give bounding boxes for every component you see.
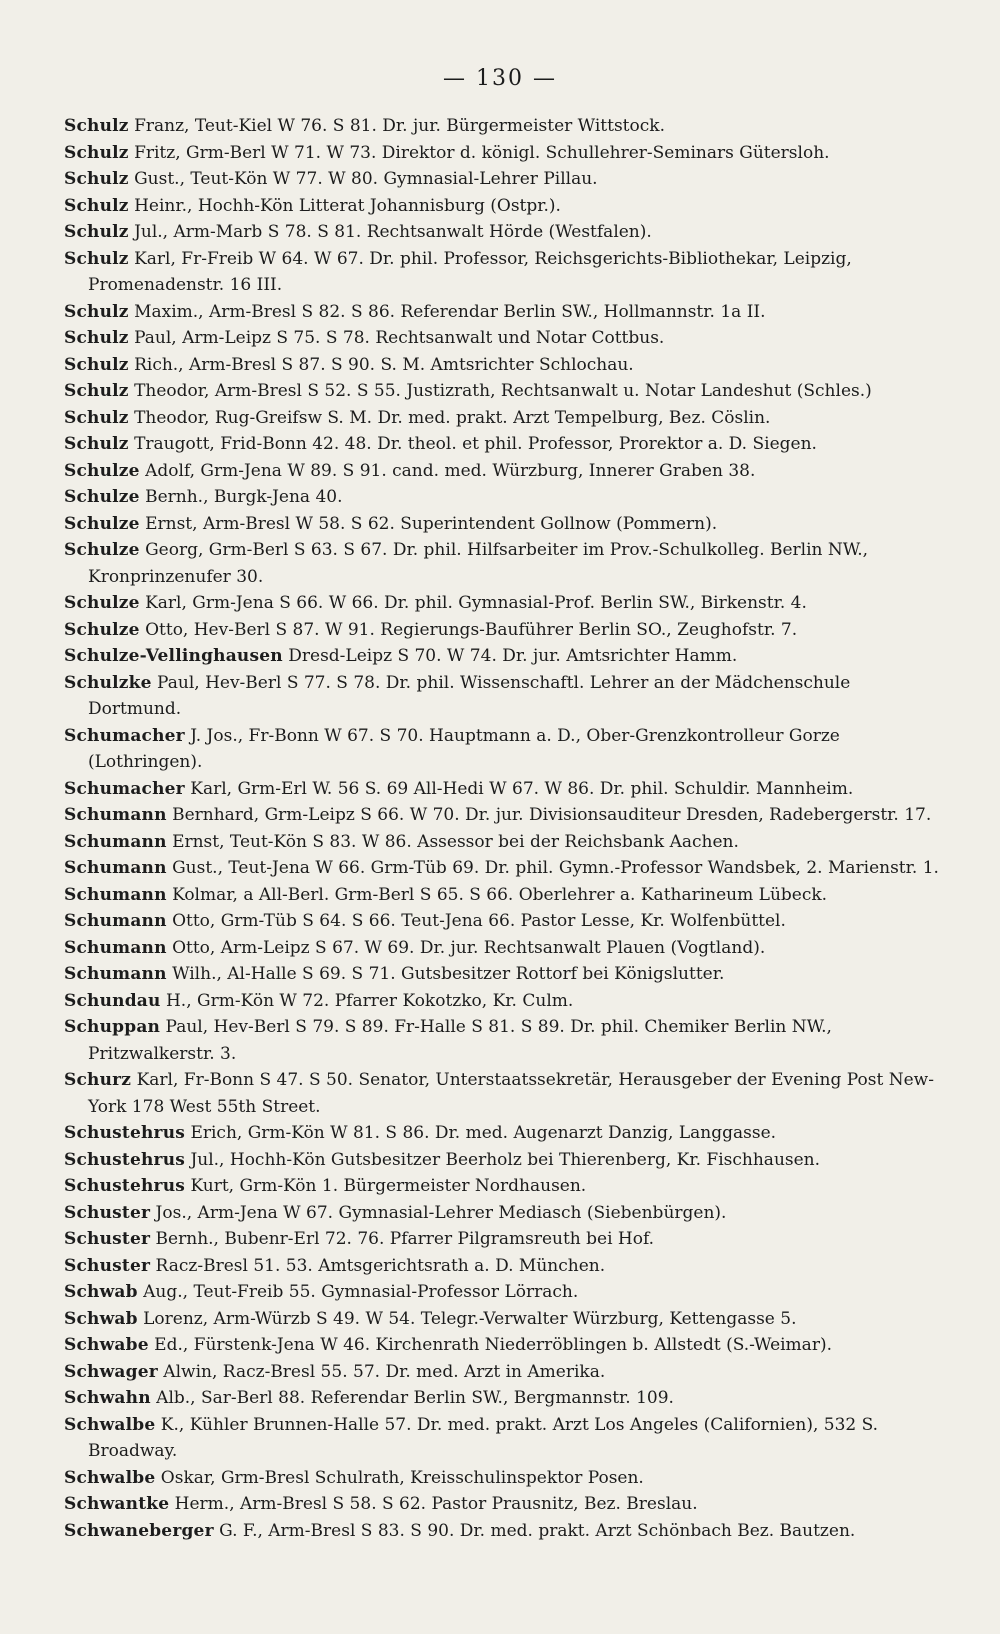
entry-surname: Schustehrus: [64, 1123, 186, 1143]
entry-details: Bernhard, Grm-Leipz S 66. W 70. Dr. jur. Divisionsauditeur Dresden, Radebergerstr. 17.: [166, 805, 932, 825]
entry-surname: Schulz: [64, 434, 129, 454]
entry-surname: Schulz: [64, 354, 129, 375]
entry-surname: Schwabe: [64, 1335, 149, 1355]
entry-details: Ernst, Arm-Bresl W 58. S 62. Superintendent Gollnow (Pommern).: [139, 513, 718, 534]
entry-details: H., Grm-Kön W 72. Pfarrer Kokotzko, Kr. Culm.: [160, 990, 574, 1011]
list-item: [64, 1226, 944, 1253]
list-item: [64, 776, 944, 803]
list-item: [64, 166, 944, 193]
entry-surname: Schwaneberger: [64, 1520, 214, 1541]
list-item: [64, 1491, 944, 1518]
list-item: [64, 378, 944, 405]
entry-surname: Schulze: [64, 513, 140, 534]
entry-surname: Schuster: [64, 1229, 151, 1249]
entry-surname: Schulze: [64, 540, 140, 560]
list-item: [64, 1253, 944, 1280]
entry-details: Herm., Arm-Bresl S 58. S 62. Pastor Prausnitz, Bez. Breslau.: [169, 1494, 698, 1514]
entry-details: Kurt, Grm-Kön 1. Bürgermeister Nordhausen.: [185, 1176, 587, 1196]
list-item: [64, 537, 944, 590]
entry-surname: Schumann: [64, 884, 167, 905]
entry-details: Heinr., Hochh-Kön Litterat Johannisburg (Ostpr.).: [128, 195, 561, 216]
entry-surname: Schwab: [64, 1308, 138, 1329]
entry-surname: Schumann: [64, 858, 167, 878]
entry-details: Kolmar, a All-Berl. Grm-Berl S 65. S 66. Oberlehrer a. Katharineum Lübeck.: [166, 884, 828, 905]
entry-surname: Schumann: [64, 911, 167, 931]
list-item: [64, 723, 944, 776]
list-item: [64, 855, 944, 882]
entry-details: Lorenz, Arm-Würzb S 49. W 54. Telegr.-Verwalter Würzburg, Kettengasse 5.: [137, 1308, 797, 1329]
list-item: [64, 352, 944, 379]
list-item: [64, 802, 944, 829]
entry-surname: Schumacher: [64, 725, 185, 746]
entry-details: Maxim., Arm-Bresl S 82. S 86. Referendar Berlin SW., Hollmannstr. 1a II.: [128, 301, 766, 322]
list-item: [64, 405, 944, 432]
entry-details: Dresd-Leipz S 70. W 74. Dr. jur. Amtsrichter Hamm.: [282, 646, 738, 666]
list-item: [64, 829, 944, 856]
list-item: [64, 1147, 944, 1174]
entry-surname: Schulz: [64, 301, 129, 322]
entry-surname: Schustehrus: [64, 1149, 186, 1170]
entry-details: Theodor, Arm-Bresl S 52. S 55. Justizrath, Rechtsanwalt u. Notar Landeshut (Schles.): [128, 381, 872, 401]
entry-details: Gust., Teut-Kön W 77. W 80. Gymnasial-Lehrer Pillau.: [128, 169, 598, 189]
entry-surname: Schustehrus: [64, 1176, 186, 1196]
list-item: [64, 431, 944, 458]
entry-details: Wilh., Al-Halle S 69. S 71. Gutsbesitzer Rottorf bei Königslutter.: [166, 964, 725, 984]
entry-surname: Schulz: [64, 195, 129, 216]
entry-surname: Schulze: [64, 487, 140, 507]
list-item: [64, 1465, 944, 1492]
entry-details: Karl, Fr-Freib W 64. W 67. Dr. phil. Professor, Reichsgerichts-Bibliothekar, Leipzig, Promenadenstr. 16 III.: [88, 248, 852, 295]
entry-details: Erich, Grm-Kön W 81. S 86. Dr. med. Augenarzt Danzig, Langgasse.: [185, 1123, 777, 1143]
entry-details: Adolf, Grm-Jena W 89. S 91. cand. med. Würzburg, Innerer Graben 38.: [139, 460, 756, 481]
entry-surname: Schumann: [64, 831, 167, 852]
list-item: [64, 1173, 944, 1200]
entry-details: Otto, Arm-Leipz S 67. W 69. Dr. jur. Rechtsanwalt Plauen (Vogtland).: [166, 937, 766, 958]
entry-details: Traugott, Frid-Bonn 42. 48. Dr. theol. et phil. Professor, Prorektor a. D. Siegen.: [128, 434, 817, 454]
list-item: [64, 193, 944, 220]
list-item: [64, 590, 944, 617]
entry-details: Georg, Grm-Berl S 63. S 67. Dr. phil. Hilfsarbeiter im Prov.-Schulkolleg. Berlin NW., Kronprinzenufer 30.: [88, 540, 869, 587]
entry-details: Jul., Arm-Marb S 78. S 81. Rechtsanwalt Hörde (Westfalen).: [128, 222, 652, 242]
entry-details: Alwin, Racz-Bresl 55. 57. Dr. med. Arzt in Amerika.: [157, 1361, 606, 1382]
entry-surname: Schulze: [64, 593, 140, 613]
entry-surname: Schumann: [64, 805, 167, 825]
list-item: [64, 1014, 944, 1067]
entry-surname: Schulz: [64, 116, 129, 136]
entry-surname: Schuppan: [64, 1017, 161, 1037]
list-item: [64, 113, 944, 140]
entry-surname: Schulz: [64, 222, 129, 242]
entry-details: Karl, Grm-Jena S 66. W 66. Dr. phil. Gymnasial-Prof. Berlin SW., Birkenstr. 4.: [139, 593, 807, 613]
entry-details: Jos., Arm-Jena W 67. Gymnasial-Lehrer Mediasch (Siebenbürgen).: [150, 1202, 727, 1223]
list-item: [64, 1067, 944, 1120]
list-item: [64, 219, 944, 246]
entry-surname: Schulze: [64, 619, 140, 640]
entry-surname: Schwager: [64, 1361, 158, 1382]
list-item: [64, 1359, 944, 1386]
list-item: [64, 1306, 944, 1333]
entry-surname: Schulz: [64, 248, 129, 269]
entry-details: Otto, Hev-Berl S 87. W 91. Regierungs-Bauführer Berlin SO., Zeughofstr. 7.: [139, 619, 798, 640]
list-item: [64, 1385, 944, 1412]
entry-details: J. Jos., Fr-Bonn W 67. S 70. Hauptmann a. D., Ober-Grenzkontrolleur Gorze (Lothringen).: [88, 725, 840, 772]
entry-surname: Schurz: [64, 1070, 132, 1090]
entry-surname: Schulze: [64, 460, 140, 481]
entry-details: Gust., Teut-Jena W 66. Grm-Tüb 69. Dr. phil. Gymn.-Professor Wandsbek, 2. Marienstr. 1.: [166, 858, 939, 878]
list-item: [64, 246, 944, 299]
entry-details: Otto, Grm-Tüb S 64. S 66. Teut-Jena 66. Pastor Lesse, Kr. Wolfenbüttel.: [166, 911, 786, 931]
entry-surname: Schuster: [64, 1255, 151, 1276]
entry-surname: Schwalbe: [64, 1467, 156, 1488]
entry-surname: Schumacher: [64, 778, 185, 799]
entry-details: K., Kühler Brunnen-Halle 57. Dr. med. prakt. Arzt Los Angeles (Californien), 532 S. Broadway.: [88, 1414, 879, 1461]
entry-details: Rich., Arm-Bresl S 87. S 90. S. M. Amtsrichter Schlochau.: [128, 354, 634, 375]
list-item: [64, 1120, 944, 1147]
entry-details: Franz, Teut-Kiel W 76. S 81. Dr. jur. Bürgermeister Wittstock.: [128, 116, 665, 136]
list-item: [64, 908, 944, 935]
entry-details: Ed., Fürstenk-Jena W 46. Kirchenrath Niederröblingen b. Allstedt (S.-Weimar).: [148, 1335, 832, 1355]
entry-details: Bernh., Bubenr-Erl 72. 76. Pfarrer Pilgramsreuth bei Hof.: [150, 1229, 655, 1249]
entry-details: Paul, Hev-Berl S 77. S 78. Dr. phil. Wissenschaftl. Lehrer an der Mädchenschule Dortmund.: [88, 672, 851, 719]
entry-surname: Schulz: [64, 169, 129, 189]
list-item: [64, 484, 944, 511]
entry-surname: Schwab: [64, 1282, 138, 1302]
entry-details: Jul., Hochh-Kön Gutsbesitzer Beerholz bei Thierenberg, Kr. Fischhausen.: [185, 1149, 821, 1170]
list-item: [64, 1279, 944, 1306]
entry-details: G. F., Arm-Bresl S 83. S 90. Dr. med. prakt. Arzt Schönbach Bez. Bautzen.: [213, 1520, 856, 1541]
entry-surname: Schundau: [64, 990, 161, 1011]
entry-surname: Schwantke: [64, 1494, 170, 1514]
entry-surname: Schulze-Vellinghausen: [64, 646, 283, 666]
entry-list: [64, 113, 944, 1544]
list-item: [64, 643, 944, 670]
entry-details: Bernh., Burgk-Jena 40.: [139, 487, 343, 507]
page-number: — 130 —: [443, 66, 557, 91]
entry-details: Racz-Bresl 51. 53. Amtsgerichtsrath a. D. München.: [150, 1255, 606, 1276]
entry-details: Ernst, Teut-Kön S 83. W 86. Assessor bei der Reichsbank Aachen.: [166, 831, 739, 852]
entry-details: Karl, Grm-Erl W. 56 S. 69 All-Hedi W 67. W 86. Dr. phil. Schuldir. Mannheim.: [184, 778, 854, 799]
entry-details: Theodor, Rug-Greifsw S. M. Dr. med. prakt. Arzt Tempelburg, Bez. Cöslin.: [128, 407, 771, 428]
list-item: [64, 670, 944, 723]
entry-surname: Schulz: [64, 407, 129, 428]
entry-surname: Schumann: [64, 937, 167, 958]
list-item: [64, 1412, 944, 1465]
list-item: [64, 935, 944, 962]
list-item: [64, 617, 944, 644]
entry-surname: Schulz: [64, 328, 129, 348]
list-item: [64, 1332, 944, 1359]
list-item: [64, 325, 944, 352]
list-item: [64, 882, 944, 909]
entry-surname: Schulz: [64, 381, 129, 401]
list-item: [64, 988, 944, 1015]
list-item: [64, 1200, 944, 1227]
entry-surname: Schulz: [64, 142, 129, 163]
entry-details: Aug., Teut-Freib 55. Gymnasial-Professor Lörrach.: [137, 1282, 579, 1302]
list-item: [64, 140, 944, 167]
list-item: [64, 299, 944, 326]
entry-surname: Schwahn: [64, 1388, 151, 1408]
entry-details: Fritz, Grm-Berl W 71. W 73. Direktor d. königl. Schullehrer-Seminars Gütersloh.: [128, 142, 830, 163]
list-item: [64, 1518, 944, 1545]
list-item: [64, 458, 944, 485]
entry-surname: Schuster: [64, 1202, 151, 1223]
list-item: [64, 511, 944, 538]
entry-surname: Schumann: [64, 964, 167, 984]
entry-surname: Schwalbe: [64, 1414, 156, 1435]
entry-details: Paul, Hev-Berl S 79. S 89. Fr-Halle S 81. S 89. Dr. phil. Chemiker Berlin NW., Pritzwalkerstr. 3.: [88, 1017, 832, 1064]
entry-details: Paul, Arm-Leipz S 75. S 78. Rechtsanwalt und Notar Cottbus.: [128, 328, 665, 348]
entry-details: Karl, Fr-Bonn S 47. S 50. Senator, Unterstaatssekretär, Herausgeber der Evening Post New-York 178 West 55th Street.: [88, 1070, 934, 1117]
list-item: [64, 961, 944, 988]
entry-surname: Schulzke: [64, 672, 152, 693]
entry-details: Oskar, Grm-Bresl Schulrath, Kreisschulinspektor Posen.: [155, 1467, 644, 1488]
entry-details: Alb., Sar-Berl 88. Referendar Berlin SW., Bergmannstr. 109.: [150, 1388, 674, 1408]
